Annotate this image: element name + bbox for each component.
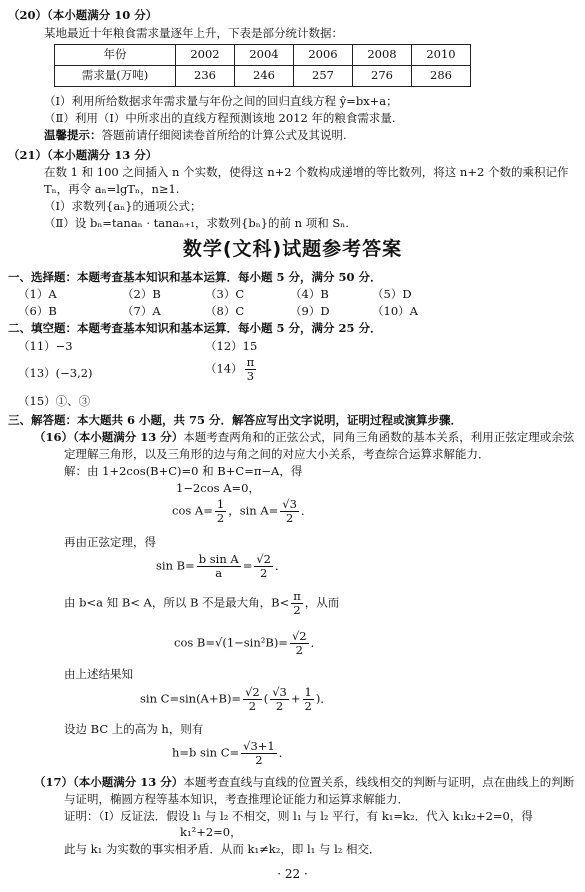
answer-item: （7）A (122, 304, 161, 318)
table-cell: 2008 (353, 45, 412, 66)
fraction-den: 3 (246, 368, 255, 383)
fraction-den: 2 (293, 602, 301, 617)
hint-label: 温馨提示： (44, 128, 102, 142)
q16-solution-start: 解：由 1+2cos(B+C)=0 和 B+C=π−A，得 (64, 464, 303, 478)
table-cell: 2002 (176, 45, 235, 66)
table-header-demand: 需求量(万吨) (55, 66, 176, 87)
fraction (243, 686, 262, 712)
q16-eq3 (156, 553, 287, 579)
table-cell: 236 (176, 66, 235, 87)
q21-heading: （21）（本小题满分 13 分） (8, 148, 158, 162)
fraction-den: 2 (216, 510, 225, 525)
table-cell: 2010 (412, 45, 471, 66)
q16-desc1: 本题考查两角和的正弦公式，同角三角函数的基本关系，利用正弦定理或余弦 (183, 430, 575, 444)
table-cell: 2004 (235, 45, 294, 66)
fraction-num: √3+1 (243, 739, 275, 753)
answer-item: （1）A (18, 287, 57, 301)
answer-item: （8）C (205, 304, 245, 318)
table-cell: 257 (294, 66, 353, 87)
eq-text: 由 b<a 知 B< A，所以 B 不是最大角，B< (64, 595, 290, 610)
q16-heading: （16）（本小题满分 13 分） (34, 430, 184, 444)
eq-text: cos B=√(1−sin²B)= (174, 635, 288, 650)
answer-item: （5）D (372, 287, 412, 301)
section1-heading: 一、选择题：本题考查基本知识和基本运算．每小题 5 分，满分 50 分． (8, 270, 382, 284)
table-cell: 286 (412, 66, 471, 87)
table-row (55, 66, 471, 87)
q21-part2: （Ⅱ）设 bₙ=tanaₙ · tanaₙ₊₁，求数列{bₙ}的前 n 项和 Sₙ. (44, 216, 349, 230)
answer-item-14 (205, 356, 258, 382)
table-cell: 246 (235, 66, 294, 87)
hint-text: 答题前请仔细阅读卷首所给的计算公式及其说明. (101, 128, 347, 142)
q16-line1 (34, 430, 574, 446)
fraction-den: 2 (260, 565, 268, 580)
statistics-table (54, 44, 471, 87)
fraction-num: 1 (304, 685, 312, 699)
q20-intro: 某地最近十年粮食需求量逐年上升，下表是部分统计数据： (44, 26, 343, 40)
eq-text: ． (278, 745, 291, 760)
q16-line4 (64, 590, 339, 616)
q16-desc2: 定理解三角形，以及三角形的边与角之间的对应大小关系，考查综合运算求解能力． (64, 447, 490, 461)
page-number: · 22 · (277, 867, 308, 881)
fraction (245, 356, 257, 382)
table-cell: 276 (353, 66, 412, 87)
answer-item: （3）C (205, 287, 245, 301)
answer-item: （10）A (372, 304, 418, 318)
answer-item: （13）(−3,2) (18, 366, 93, 380)
q16-height: 设边 BC 上的高为 h，则有 (64, 722, 204, 736)
answer-item: （11）−3 (18, 339, 73, 353)
fraction-num: b sin A (198, 552, 239, 566)
q16-eq4 (174, 630, 322, 656)
fraction-den: 2 (304, 698, 312, 713)
table-cell: 2006 (294, 45, 353, 66)
q17-desc2: 与证明，椭圆方程等基本知识，考查推理论证能力和运算求解能力． (64, 792, 409, 806)
fraction (254, 553, 273, 579)
eq-text: ，sin A= (228, 503, 279, 518)
q20-hint (44, 128, 347, 144)
eq-text: )． (315, 691, 332, 706)
fraction-den: 2 (275, 698, 284, 713)
fraction-den: 2 (295, 642, 303, 657)
q16-eq2 (172, 498, 312, 524)
fraction-num: √2 (291, 629, 307, 643)
fraction-num: π (293, 589, 301, 603)
fraction-num: √3 (282, 497, 297, 511)
answer-14-label: （14） (205, 361, 243, 376)
eq-text: = (242, 558, 253, 573)
eq-text: ． (275, 558, 287, 573)
section2-heading: 二、填空题：本题考查基本知识和基本运算．每小题 5 分，满分 25 分． (8, 321, 382, 335)
q16-eq6 (172, 740, 290, 766)
eq-text: sin B= (156, 558, 195, 573)
table-row (55, 45, 471, 66)
q20-part1: （Ⅰ）利用所给数据求年需求量与年份之间的回归直线方程 ŷ=bx+a； (44, 94, 398, 108)
fraction (270, 686, 289, 712)
fraction-den: 2 (248, 698, 257, 713)
fraction-num: √3 (272, 685, 287, 699)
q16-known: 由上述结果知 (64, 667, 133, 681)
fraction-den: 2 (285, 510, 294, 525)
q20-heading: （20）（本小题满分 10 分） (8, 8, 158, 22)
answer-item: （4）B (290, 287, 329, 301)
q21-line1: 在数 1 和 100 之间插入 n 个实数，使得这 n+2 个数构成递增的等比数列，将这 n+2 个数的乘积记作 (44, 165, 569, 179)
answer-item: （12）15 (205, 339, 258, 353)
q16-eq1: 1−2cos A=0， (176, 481, 260, 495)
q21-line2: Tₙ，再令 aₙ=lgTₙ，n≥1. (44, 182, 180, 196)
q16-eq5 (140, 686, 332, 712)
answer-item: （9）D (290, 304, 330, 318)
answer-item: （6）B (18, 304, 57, 318)
eq-text: ． (310, 635, 323, 650)
q17-line1 (34, 775, 574, 791)
answer-title: 数学(文科)试题参考答案 (182, 238, 403, 260)
fraction-den: 2 (255, 752, 263, 767)
table-header-year: 年份 (55, 45, 176, 66)
eq-text: ． (300, 503, 313, 518)
answer-item: （15）①、③ (18, 394, 91, 408)
eq-text: h=b sin C= (172, 745, 240, 760)
fraction-num: √2 (245, 685, 260, 699)
q17-contradiction: 此与 k₁ 为实数的事实相矛盾．从而 k₁≠k₂，即 l₁ 与 l₂ 相交． (64, 842, 381, 856)
q17-desc1: 本题考查直线与直线的位置关系，线线相交的判断与证明，点在曲线上的判断 (183, 775, 575, 789)
q16-sine-rule: 再由正弦定理，得 (64, 535, 156, 549)
fraction (241, 740, 277, 766)
fraction-den: a (215, 565, 223, 580)
fraction-num: π (246, 355, 255, 369)
fraction (291, 590, 303, 616)
q20-part2: （Ⅱ）利用（Ⅰ）中所求出的直线方程预测该地 2012 年的粮食需求量. (44, 111, 396, 125)
q17-eq1: k₁²+2=0， (180, 825, 242, 839)
eq-text: cos A= (172, 503, 213, 518)
q17-proof: 证明：（Ⅰ）反证法．假设 l₁ 与 l₂ 不相交，则 l₁ 与 l₂ 平行，有 k₁=k₂．代入 k₁k₂+2=0，得 (64, 809, 533, 823)
fraction-num: √2 (256, 552, 271, 566)
eq-text: ，从而 (304, 595, 340, 610)
fraction (197, 553, 241, 579)
q17-heading: （17）（本小题满分 13 分） (34, 775, 184, 789)
fraction (303, 686, 314, 712)
fraction (215, 498, 226, 524)
q21-part1: （Ⅰ）求数列{aₙ}的通项公式； (44, 199, 202, 213)
fraction (290, 630, 309, 656)
eq-text: sin C=sin(A+B)= (140, 691, 242, 706)
fraction-num: 1 (216, 497, 225, 511)
eq-text: + (290, 691, 301, 706)
fraction (280, 498, 299, 524)
eq-text: ( (263, 691, 269, 706)
answer-item: （2）B (122, 287, 161, 301)
section3-heading: 三、解答题：本大题共 6 小题，共 75 分．解答应写出文字说明，证明过程或演算步骤． (8, 413, 463, 427)
